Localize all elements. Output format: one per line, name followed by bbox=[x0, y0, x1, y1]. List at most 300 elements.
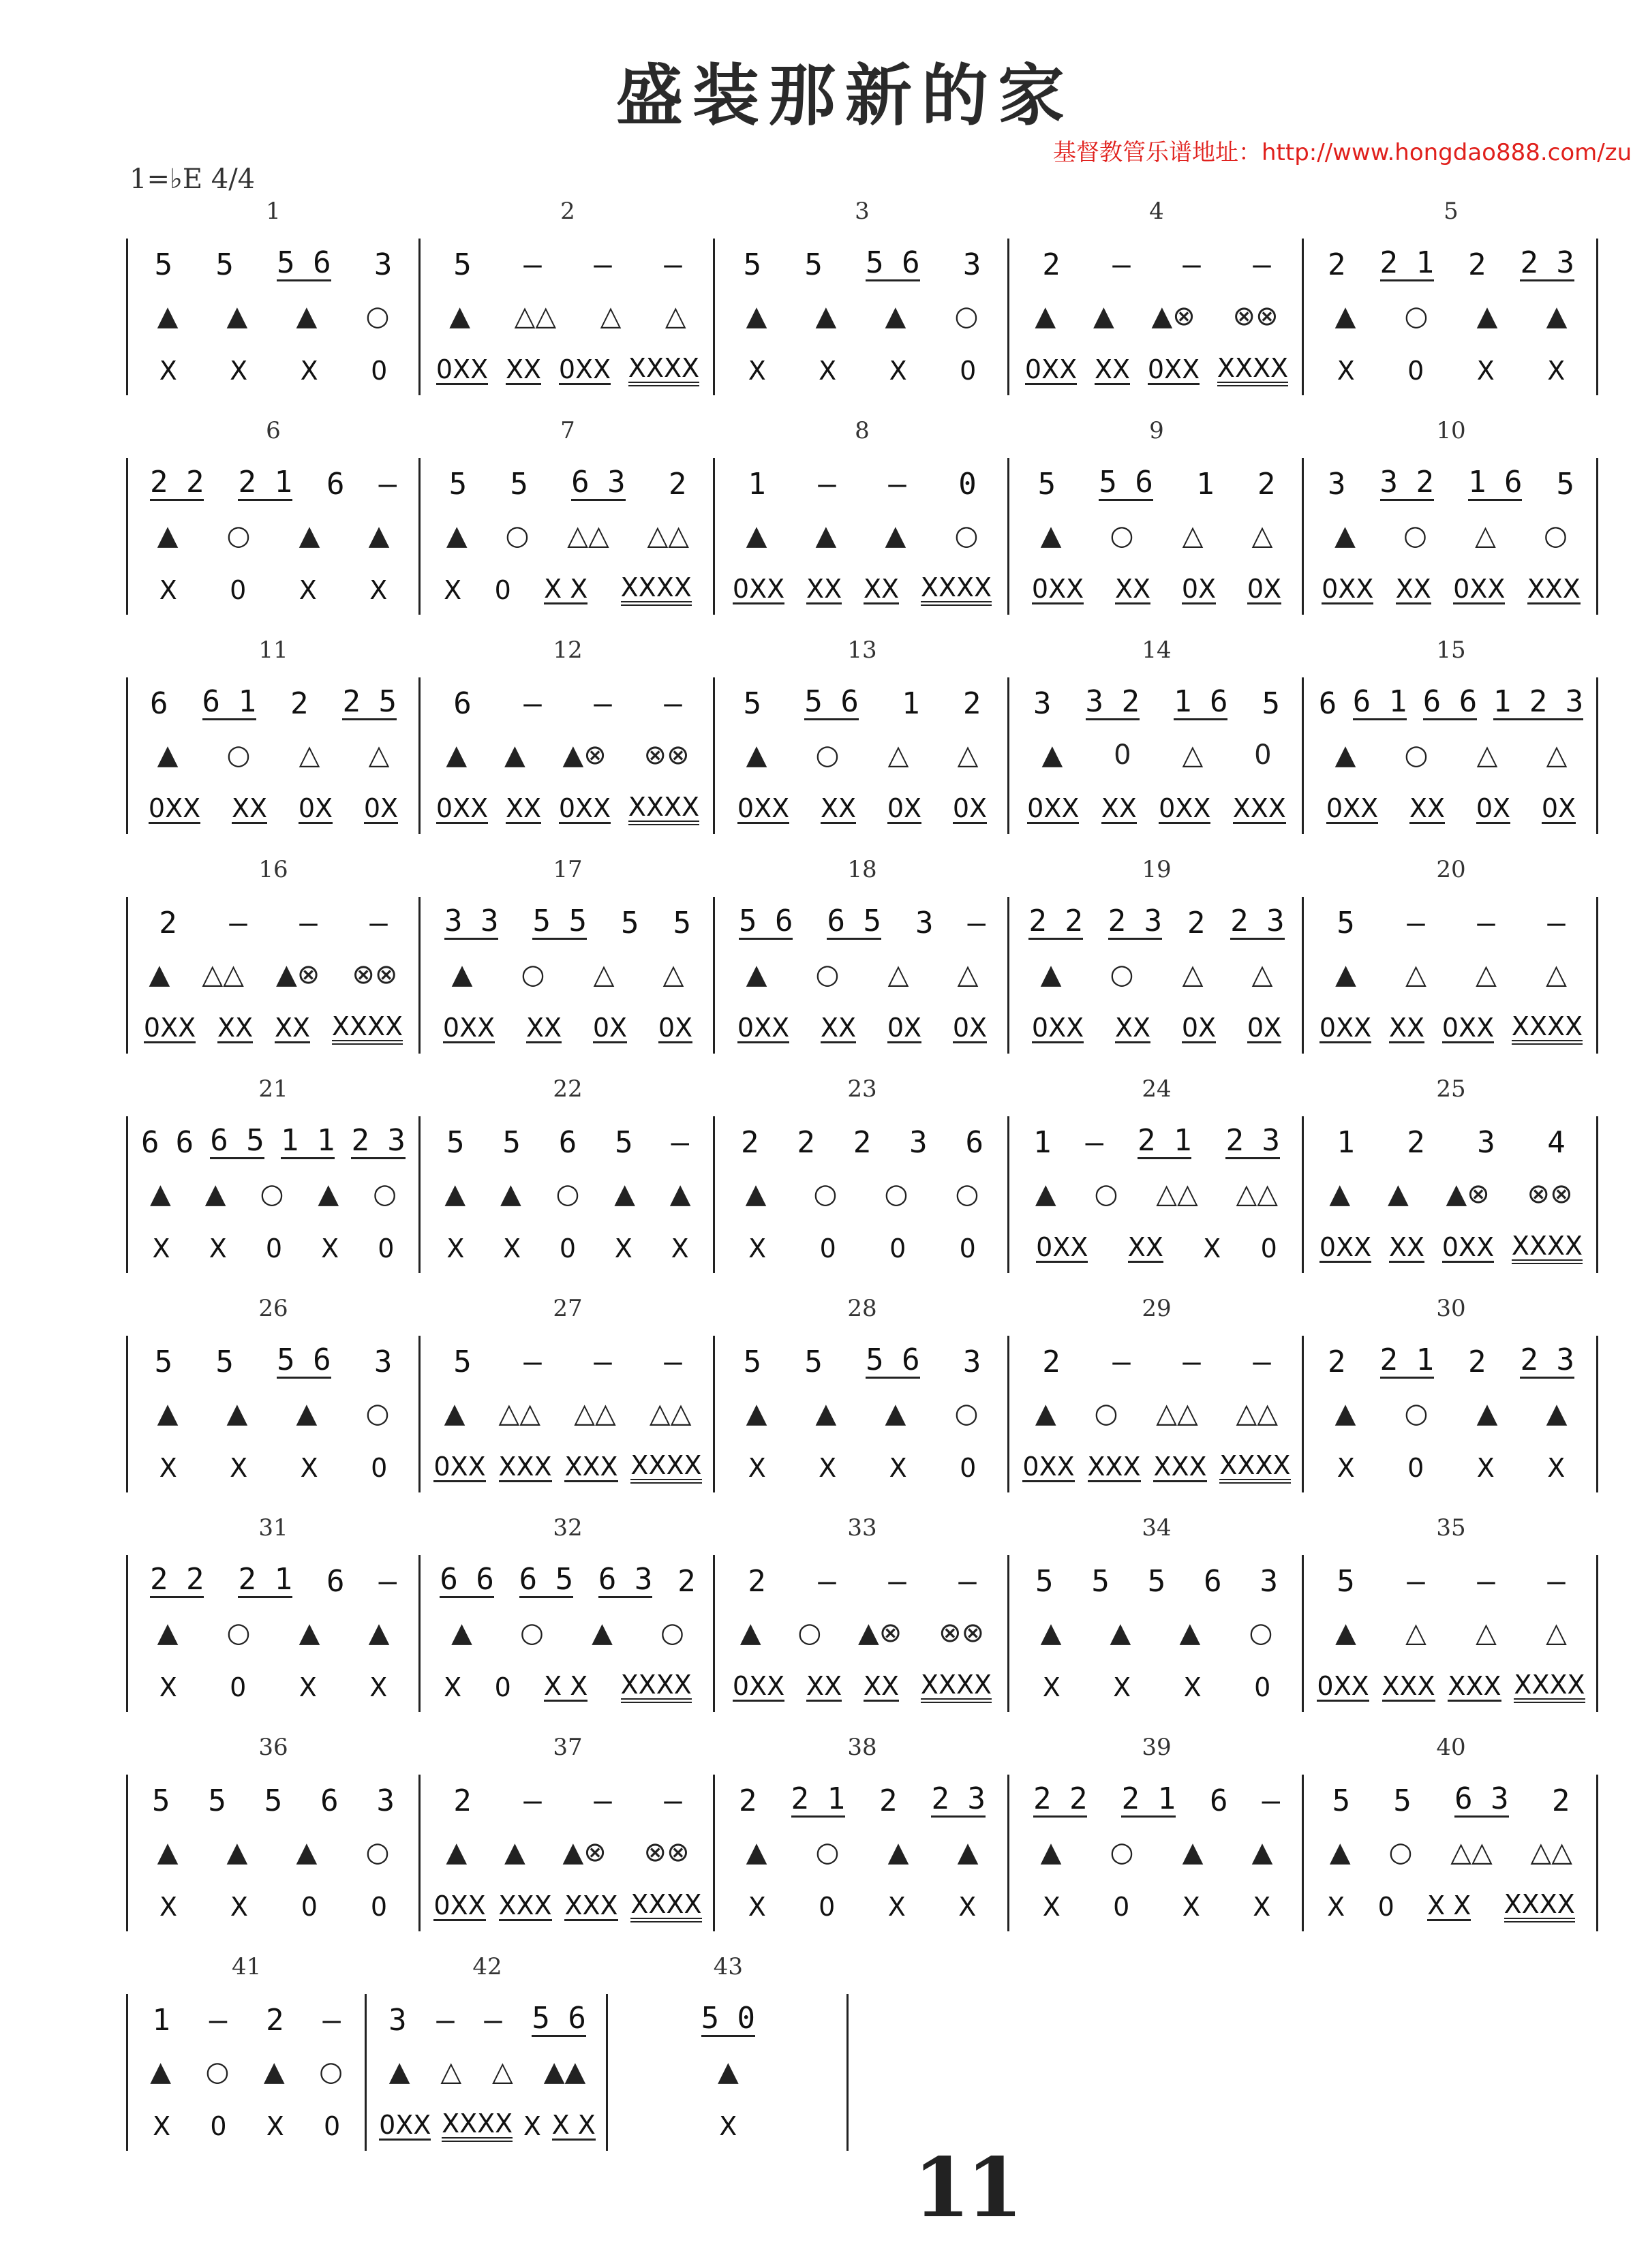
melody-note: 5 bbox=[743, 247, 762, 282]
drum-pattern-row bbox=[126, 353, 421, 388]
melody-note: 2 bbox=[677, 1563, 696, 1599]
melody-note: 2 1 bbox=[1379, 1343, 1434, 1378]
percussion-symbol: △△ bbox=[1156, 1178, 1198, 1210]
percussion-symbol-row bbox=[1009, 518, 1304, 553]
melody-note: 4 bbox=[1547, 1124, 1566, 1160]
percussion-symbol-row bbox=[126, 1615, 421, 1651]
drum-pattern: XXX bbox=[1448, 1670, 1501, 1701]
drum-pattern: 0 bbox=[960, 1453, 977, 1483]
percussion-symbol: ○ bbox=[365, 1398, 390, 1429]
percussion-symbol-row bbox=[1304, 518, 1598, 553]
drum-pattern-row bbox=[1304, 1670, 1598, 1705]
drum-pattern: 0 bbox=[371, 1453, 388, 1483]
score-system bbox=[126, 417, 1598, 615]
drum-pattern: 0XX bbox=[436, 354, 489, 384]
melody-note-row bbox=[1304, 244, 1598, 285]
percussion-symbol-row bbox=[1304, 1396, 1598, 1431]
drum-pattern: 0 bbox=[230, 1672, 247, 1702]
percussion-symbol: ▲ bbox=[157, 301, 179, 332]
drum-pattern: XXXX bbox=[1504, 1891, 1575, 1923]
percussion-symbol: ▲ bbox=[296, 1398, 318, 1429]
drum-pattern: 0XX bbox=[1031, 1012, 1084, 1043]
melody-note-row bbox=[1009, 683, 1304, 724]
percussion-symbol: ▲ bbox=[226, 301, 248, 332]
melody-note-row bbox=[715, 683, 1009, 724]
melody-note: 5 bbox=[1262, 686, 1280, 721]
drum-pattern: 0XX bbox=[1322, 573, 1374, 604]
percussion-symbol: △ bbox=[1546, 739, 1568, 771]
drum-pattern: X bbox=[523, 2111, 541, 2141]
melody-note: 2 1 bbox=[238, 465, 292, 500]
drum-pattern: 0XX bbox=[1031, 573, 1084, 604]
drum-pattern: 0XX bbox=[737, 1012, 790, 1043]
percussion-symbol: ○ bbox=[1110, 1837, 1134, 1868]
percussion-symbol: ▲ bbox=[1335, 1617, 1356, 1649]
drum-pattern: X bbox=[819, 356, 837, 386]
melody-note-row bbox=[1304, 902, 1598, 943]
drum-pattern: XX bbox=[1409, 793, 1446, 823]
melody-note-row bbox=[715, 1780, 1009, 1821]
score-system bbox=[126, 1734, 1598, 1931]
drum-pattern-row bbox=[126, 572, 421, 608]
melody-note: 5 bbox=[615, 1124, 633, 1160]
percussion-symbol-row bbox=[421, 1396, 715, 1431]
melody-note: 5 bbox=[673, 905, 691, 940]
percussion-symbol: ▲ bbox=[1546, 301, 1568, 332]
measure bbox=[126, 198, 421, 395]
percussion-symbol: ▲ bbox=[157, 1617, 179, 1649]
percussion-symbol: △△ bbox=[514, 301, 557, 332]
melody-note: 5 bbox=[502, 1124, 521, 1160]
measure-number: 2 bbox=[560, 198, 575, 225]
melody-note: – bbox=[664, 1344, 682, 1379]
drum-pattern: XX bbox=[505, 354, 542, 384]
melody-note: 6 bbox=[320, 1783, 339, 1818]
melody-note: – bbox=[888, 1563, 906, 1599]
percussion-symbol: ▲ bbox=[149, 959, 170, 990]
percussion-symbol: ○ bbox=[1404, 301, 1429, 332]
drum-pattern-row bbox=[1009, 1889, 1304, 1925]
percussion-symbol-row bbox=[126, 1176, 421, 1212]
melody-note: 6 6 bbox=[440, 1562, 494, 1597]
drum-pattern-row bbox=[715, 792, 1009, 827]
melody-note: 2 3 bbox=[1520, 245, 1574, 281]
measure bbox=[715, 856, 1009, 1054]
melody-note: 6 1 bbox=[202, 684, 256, 720]
percussion-symbol: ⊗⊗ bbox=[939, 1617, 985, 1649]
drum-pattern: 0 bbox=[819, 1892, 836, 1922]
melody-note: 6 bbox=[1318, 686, 1337, 721]
drum-pattern: XX bbox=[1101, 793, 1137, 823]
drum-pattern: XXXX bbox=[630, 1452, 701, 1484]
melody-note: 1 6 bbox=[1467, 465, 1523, 500]
percussion-symbol: ○ bbox=[1404, 1398, 1429, 1429]
percussion-symbol: ▲▲ bbox=[543, 2056, 586, 2087]
percussion-symbol: ○ bbox=[1404, 739, 1429, 771]
melody-note: 2 5 bbox=[342, 684, 397, 720]
melody-note-row bbox=[126, 463, 421, 504]
percussion-symbol: ▲⊗ bbox=[276, 959, 320, 990]
drum-pattern: X bbox=[369, 1672, 388, 1702]
drum-pattern: 0X bbox=[1247, 1012, 1282, 1043]
measure-number: 17 bbox=[553, 856, 583, 883]
melody-note-row bbox=[1304, 1561, 1598, 1602]
melody-note: – bbox=[1477, 1563, 1495, 1599]
percussion-symbol: △ bbox=[299, 739, 320, 771]
percussion-symbol: ○ bbox=[205, 2056, 230, 2087]
melody-note-row bbox=[1009, 1122, 1304, 1163]
percussion-symbol: ▲ bbox=[1035, 1178, 1056, 1210]
melody-note: 5 bbox=[154, 247, 173, 282]
percussion-symbol: ▲ bbox=[1546, 1398, 1568, 1429]
melody-note: 2 bbox=[879, 1783, 898, 1818]
drum-pattern: 0XX bbox=[143, 1012, 196, 1043]
drum-pattern: XXX bbox=[498, 1890, 552, 1920]
measure bbox=[1009, 637, 1304, 834]
measure bbox=[1304, 417, 1598, 615]
percussion-symbol: ○ bbox=[813, 1178, 838, 1210]
measure bbox=[126, 637, 421, 834]
drum-pattern: 0XX bbox=[436, 793, 489, 823]
percussion-symbol: ▲ bbox=[1040, 959, 1062, 990]
drum-pattern: X bbox=[444, 1672, 462, 1702]
melody-note: – bbox=[1253, 1344, 1271, 1379]
measure-number: 38 bbox=[847, 1734, 877, 1761]
drum-pattern-row bbox=[126, 1231, 421, 1266]
melody-note: 6 bbox=[326, 1563, 345, 1599]
melody-note: – bbox=[967, 905, 986, 940]
drum-pattern: 0 bbox=[1260, 1233, 1277, 1263]
percussion-symbol: ▲ bbox=[1040, 1837, 1062, 1868]
measure-number: 30 bbox=[1436, 1295, 1466, 1322]
drum-pattern-row bbox=[126, 2109, 367, 2144]
score-system bbox=[126, 637, 1598, 834]
percussion-symbol: △ bbox=[593, 959, 615, 990]
drum-pattern-row bbox=[1009, 792, 1304, 827]
percussion-symbol: △△ bbox=[567, 520, 609, 551]
percussion-symbol: △△ bbox=[647, 520, 690, 551]
drum-pattern: X bbox=[1042, 1672, 1060, 1702]
percussion-symbol: ▲ bbox=[1093, 301, 1114, 332]
drum-pattern: X bbox=[1113, 1672, 1131, 1702]
drum-pattern-row bbox=[1009, 353, 1304, 388]
percussion-symbol: ▲ bbox=[815, 1398, 837, 1429]
drum-pattern: XX bbox=[806, 1670, 842, 1701]
drum-pattern-row bbox=[126, 1670, 421, 1705]
melody-note: – bbox=[1085, 1124, 1103, 1160]
percussion-symbol: ○ bbox=[1403, 520, 1427, 551]
percussion-symbol: △ bbox=[1182, 959, 1204, 990]
percussion-symbol: ▲ bbox=[1334, 739, 1356, 771]
melody-note: 1 bbox=[1337, 1124, 1355, 1160]
percussion-symbol: ▲ bbox=[957, 1837, 979, 1868]
drum-pattern: X bbox=[1042, 1892, 1060, 1922]
melody-note: 3 bbox=[1260, 1563, 1278, 1599]
measure bbox=[1304, 1734, 1598, 1931]
drum-pattern: X bbox=[1476, 1453, 1495, 1483]
drum-pattern-row bbox=[421, 1011, 715, 1047]
drum-pattern-row bbox=[608, 2109, 849, 2144]
melody-note: – bbox=[1407, 905, 1425, 940]
bar-line bbox=[1596, 239, 1598, 395]
percussion-symbol: △ bbox=[1182, 739, 1204, 771]
melody-note: – bbox=[594, 1783, 612, 1818]
percussion-symbol-row bbox=[1304, 957, 1598, 992]
percussion-symbol: ○ bbox=[365, 301, 390, 332]
percussion-symbol: ○ bbox=[815, 1837, 840, 1868]
percussion-symbol: ▲ bbox=[446, 520, 468, 551]
percussion-symbol: ▲ bbox=[299, 520, 320, 551]
drum-pattern-row bbox=[715, 572, 1009, 608]
melody-note: – bbox=[378, 1563, 397, 1599]
melody-note: 2 2 bbox=[1033, 1781, 1088, 1817]
drum-pattern: 0X bbox=[298, 793, 333, 823]
drum-pattern: 0X bbox=[1181, 573, 1217, 604]
measure-number: 9 bbox=[1149, 417, 1164, 444]
percussion-symbol-row bbox=[421, 1835, 715, 1870]
percussion-symbol: ▲ bbox=[746, 1398, 767, 1429]
melody-note: 3 bbox=[915, 905, 934, 940]
score-system bbox=[126, 198, 1598, 395]
percussion-symbol: ▲ bbox=[885, 301, 906, 332]
melody-note-row bbox=[126, 902, 421, 943]
drum-pattern: 0 bbox=[559, 1233, 577, 1263]
measure bbox=[126, 1953, 367, 2151]
melody-note: – bbox=[523, 1783, 542, 1818]
drum-pattern: 0 bbox=[370, 1892, 388, 1922]
bar-line bbox=[1596, 677, 1598, 834]
measure-number: 5 bbox=[1444, 198, 1459, 225]
melody-note: 5 6 bbox=[277, 1343, 331, 1378]
melody-note: – bbox=[523, 686, 542, 721]
drum-pattern: X bbox=[1476, 356, 1495, 386]
drum-pattern: X bbox=[159, 356, 177, 386]
drum-pattern: X bbox=[230, 1892, 248, 1922]
bar-line bbox=[846, 1994, 849, 2151]
drum-pattern: 0X bbox=[1247, 573, 1282, 604]
percussion-symbol: ▲ bbox=[746, 959, 767, 990]
percussion-symbol-row bbox=[126, 957, 421, 992]
melody-note: 1 bbox=[1196, 466, 1215, 502]
drum-pattern: X bbox=[889, 356, 907, 386]
drum-pattern: X bbox=[1203, 1233, 1221, 1263]
drum-pattern: X bbox=[819, 1453, 837, 1483]
percussion-symbol-row bbox=[421, 518, 715, 553]
melody-note-row bbox=[126, 244, 421, 285]
drum-pattern: 0 bbox=[1113, 1892, 1130, 1922]
drum-pattern: XXXX bbox=[628, 355, 699, 387]
drum-pattern: 0XX bbox=[1326, 793, 1379, 823]
melody-note: 2 3 bbox=[1520, 1343, 1574, 1378]
percussion-symbol: ▲ bbox=[368, 1617, 390, 1649]
bar-line bbox=[1596, 1775, 1598, 1931]
melody-note: 2 3 bbox=[1225, 1123, 1280, 1159]
drum-pattern: 0 bbox=[889, 1233, 906, 1263]
measure-number: 16 bbox=[258, 856, 288, 883]
percussion-symbol-row bbox=[1304, 737, 1598, 773]
percussion-symbol: ▲ bbox=[449, 301, 471, 332]
drum-pattern-row bbox=[421, 1889, 715, 1925]
drum-pattern-row bbox=[1304, 1889, 1598, 1925]
melody-note-row bbox=[126, 683, 421, 724]
drum-pattern: XXXX bbox=[628, 794, 699, 826]
melody-note: 2 3 bbox=[1108, 904, 1163, 939]
drum-pattern: X X bbox=[1427, 1890, 1471, 1920]
drum-pattern-row bbox=[715, 1450, 1009, 1486]
percussion-symbol: ▲ bbox=[739, 1617, 761, 1649]
percussion-symbol: ▲ bbox=[1251, 1837, 1273, 1868]
drum-pattern: 0XX bbox=[433, 1451, 486, 1482]
melody-note: – bbox=[1112, 247, 1131, 282]
percussion-symbol-row bbox=[126, 737, 421, 773]
melody-note-row bbox=[367, 1999, 607, 2040]
drum-pattern-row bbox=[126, 1450, 421, 1486]
drum-pattern: X bbox=[748, 1892, 766, 1922]
drum-pattern: XX bbox=[217, 1012, 254, 1043]
melody-note: 2 bbox=[1042, 1344, 1060, 1379]
melody-note: 5 bbox=[1393, 1783, 1412, 1818]
drum-pattern: XXX bbox=[1153, 1451, 1207, 1482]
percussion-symbol-row bbox=[1009, 1615, 1304, 1651]
drum-pattern: XX bbox=[863, 573, 900, 604]
melody-note: 6 bbox=[1204, 1563, 1222, 1599]
measure-number: 28 bbox=[847, 1295, 877, 1322]
percussion-symbol: △△ bbox=[649, 1398, 692, 1429]
melody-note: 2 bbox=[1467, 247, 1486, 282]
percussion-symbol: △ bbox=[440, 2056, 462, 2087]
percussion-symbol: ▲ bbox=[446, 739, 468, 771]
percussion-symbol: ▲ bbox=[296, 301, 318, 332]
percussion-symbol: ○ bbox=[954, 520, 979, 551]
drum-pattern: 0 bbox=[1377, 1892, 1394, 1922]
melody-note: 5 bbox=[1556, 466, 1574, 502]
measure-number: 32 bbox=[553, 1514, 583, 1542]
percussion-symbol: △ bbox=[1475, 520, 1496, 551]
percussion-symbol: △△ bbox=[1156, 1398, 1198, 1429]
percussion-symbol: ▲ bbox=[444, 1398, 466, 1429]
percussion-symbol-row bbox=[367, 2054, 607, 2089]
percussion-symbol: ▲ bbox=[157, 1837, 179, 1868]
drum-pattern: 0XX bbox=[558, 354, 611, 384]
percussion-symbol-row bbox=[1009, 1176, 1304, 1212]
melody-note: 2 bbox=[797, 1124, 815, 1160]
melody-note: 2 bbox=[739, 1783, 757, 1818]
drum-pattern: X bbox=[159, 1672, 177, 1702]
measure bbox=[1304, 637, 1598, 834]
measure bbox=[126, 417, 421, 615]
percussion-symbol-row bbox=[1009, 737, 1304, 773]
percussion-symbol: ▲ bbox=[1387, 1178, 1409, 1210]
percussion-symbol: ▲ bbox=[296, 1837, 318, 1868]
drum-pattern: 0XX bbox=[1027, 793, 1080, 823]
percussion-symbol: 0 bbox=[1114, 739, 1131, 771]
measure-number: 25 bbox=[1436, 1075, 1466, 1103]
melody-note: 1 bbox=[902, 686, 920, 721]
melody-note: 2 bbox=[1187, 905, 1206, 940]
measure bbox=[1009, 417, 1304, 615]
percussion-symbol-row bbox=[1009, 298, 1304, 334]
drum-pattern: 0 bbox=[494, 1672, 511, 1702]
measure bbox=[126, 1295, 421, 1492]
melody-note: 5 bbox=[151, 1783, 170, 1818]
melody-note-row bbox=[608, 1999, 849, 2040]
drum-pattern: 0 bbox=[265, 1233, 283, 1263]
percussion-symbol: ▲ bbox=[1334, 1398, 1356, 1429]
measure bbox=[421, 637, 715, 834]
percussion-symbol: ▲ bbox=[157, 520, 179, 551]
drum-pattern-row bbox=[126, 792, 421, 827]
percussion-symbol: ○ bbox=[373, 1178, 397, 1210]
melody-note: 2 bbox=[748, 1563, 766, 1599]
measure-number: 35 bbox=[1436, 1514, 1466, 1542]
melody-note: – bbox=[209, 2002, 228, 2038]
measure-number: 19 bbox=[1142, 856, 1172, 883]
melody-note: 2 bbox=[1467, 1344, 1486, 1379]
measure-number: 39 bbox=[1142, 1734, 1172, 1761]
melody-note: 2 3 bbox=[1230, 904, 1285, 939]
drum-pattern: 0XX bbox=[1147, 354, 1200, 384]
percussion-symbol: △ bbox=[1546, 1617, 1567, 1649]
drum-pattern-row bbox=[1009, 1670, 1304, 1705]
percussion-symbol: △ bbox=[662, 959, 684, 990]
key-signature: 1=♭E 4/4 bbox=[129, 164, 256, 195]
melody-note: 1 bbox=[152, 2002, 170, 2038]
percussion-symbol: ▲ bbox=[746, 301, 767, 332]
percussion-symbol: △△ bbox=[202, 959, 244, 990]
drum-pattern-row bbox=[421, 1450, 715, 1486]
percussion-symbol: ▲ bbox=[746, 520, 767, 551]
melody-note: – bbox=[369, 905, 388, 940]
percussion-symbol: ○ bbox=[1094, 1178, 1118, 1210]
percussion-symbol: ⊗⊗ bbox=[352, 959, 398, 990]
percussion-symbol: ▲ bbox=[500, 1178, 521, 1210]
percussion-symbol: △ bbox=[1405, 1617, 1426, 1649]
drum-pattern: X bbox=[321, 1233, 339, 1263]
measure bbox=[421, 1514, 715, 1712]
melody-note: 1 bbox=[1033, 1124, 1052, 1160]
melody-note: – bbox=[378, 466, 397, 502]
drum-pattern: 0 bbox=[1407, 356, 1424, 386]
melody-note: 5 bbox=[453, 1344, 472, 1379]
drum-pattern-row bbox=[421, 792, 715, 827]
drum-pattern: XXXX bbox=[332, 1013, 403, 1045]
percussion-symbol: △ bbox=[1182, 520, 1204, 551]
drum-pattern-row bbox=[1304, 1231, 1598, 1266]
score-system bbox=[126, 1295, 1598, 1492]
melody-note-row bbox=[421, 1561, 715, 1602]
melody-note: 2 bbox=[266, 2002, 284, 2038]
drum-pattern-row bbox=[715, 1670, 1009, 1705]
measure-number: 10 bbox=[1436, 417, 1466, 444]
percussion-symbol: ▲ bbox=[746, 1837, 767, 1868]
percussion-symbol: ○ bbox=[815, 739, 840, 771]
melody-note-row bbox=[1304, 683, 1598, 724]
percussion-symbol: ○ bbox=[260, 1178, 284, 1210]
bar-line bbox=[1596, 1336, 1598, 1492]
percussion-symbol-row bbox=[1304, 1835, 1598, 1870]
melody-note: – bbox=[484, 2002, 502, 2038]
drum-pattern-row bbox=[1304, 1450, 1598, 1486]
melody-note: – bbox=[1547, 905, 1566, 940]
percussion-symbol: ○ bbox=[555, 1178, 580, 1210]
melody-note: 6 5 bbox=[519, 1562, 574, 1597]
drum-pattern: XX bbox=[1114, 573, 1151, 604]
percussion-symbol: ⊗⊗ bbox=[1232, 301, 1279, 332]
drum-pattern-row bbox=[1304, 1011, 1598, 1047]
melody-note: 2 bbox=[1551, 1783, 1570, 1818]
drum-pattern: 0 bbox=[960, 356, 977, 386]
drum-pattern: X bbox=[958, 1892, 977, 1922]
